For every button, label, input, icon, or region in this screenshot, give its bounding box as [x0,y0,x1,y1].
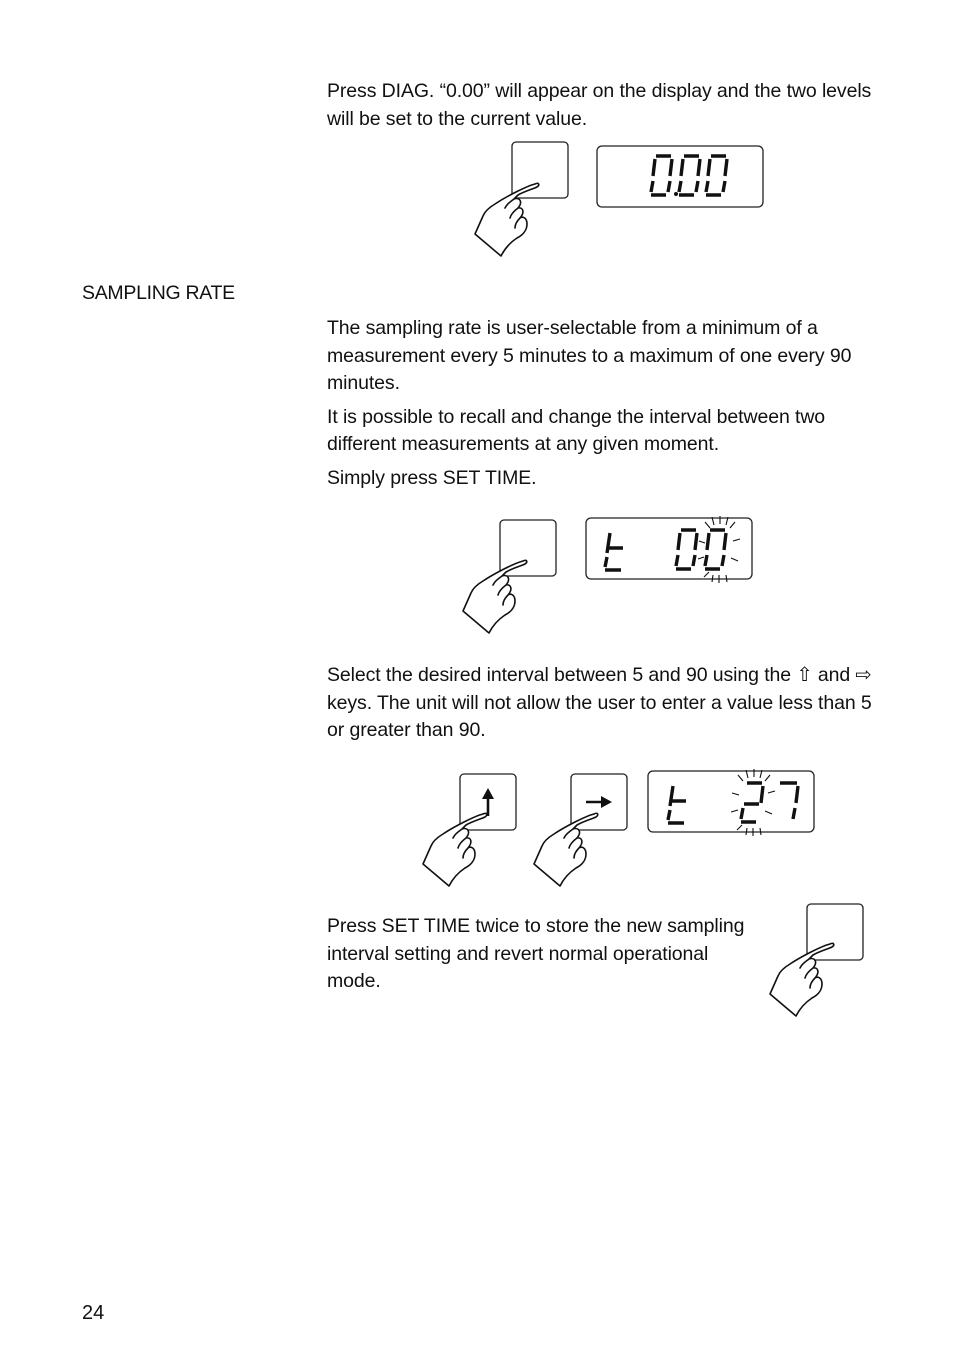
diag-figure [465,138,775,263]
set-time-figure [455,513,765,638]
intro-text: Press DIAG. “0.00” will appear on the display and the two levels will be set to the current value. [327,80,872,130]
store-paragraph [327,913,757,996]
select-paragraph [327,662,873,745]
sampling-paragraphs [327,315,873,492]
store-text: Press SET TIME twice to store the new sampling interval setting and revert normal operational mode. [327,915,745,992]
sampling-text-3: Simply press SET TIME. [327,466,537,489]
intro-paragraph [327,78,873,133]
sampling-text-2: It is possible to recall and change the interval between two different measurements at any given moment. [327,405,826,455]
page-number: 24 [82,1302,105,1324]
select-text: Select the desired interval between 5 and 90 using the ⇧ and ⇨ keys. The unit will not allow the user to enter a value less than 5 or greater than 90. [327,664,872,741]
sampling-text-1: The sampling rate is user-selectable from a minimum of a measurement every 5 minutes to a maximum of one every 90 minutes. [327,317,852,394]
lcd-display [597,146,763,207]
store-figure [758,898,873,1023]
section-heading: SAMPLING RATE [82,282,235,304]
interval-figure [410,764,830,894]
